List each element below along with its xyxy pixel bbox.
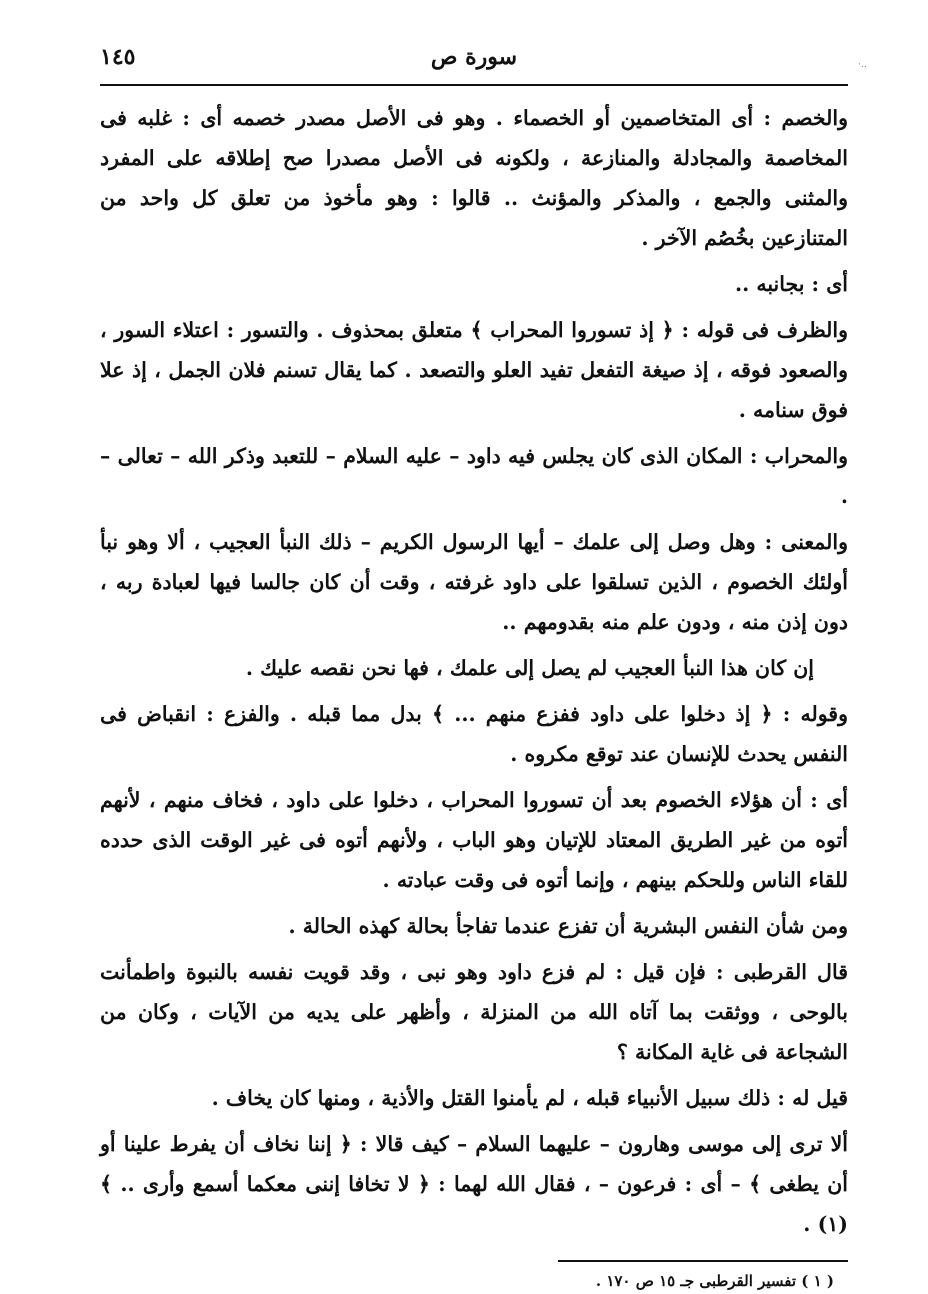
paragraph: والخصم : أى المتخاصمين أو الخصماء . وهو فى الأصل مصدر خصمه أى : غلبه فى المخاصمة والمجادلة والمنازعة ، ولكونه فى الأصل مصدرا صح إطلاقه على المفرد والمثنى والجمع ، والمذكر والمؤنث .. قالوا : وهو مأخوذ من تعلق كل واحد من المتنازعين بخُصُم الآخر . xyxy=(100,106,848,250)
paragraph: والمحراب : المكان الذى كان يجلس فيه داود – عليه السلام – للتعبد وذكر الله – تعالى – . xyxy=(100,444,848,508)
page-body xyxy=(100,96,848,1248)
paragraph: وقوله : ﴿ إذ دخلوا على داود ففزع منهم ... ﴾ بدل مما قبله . والفزع : انقباض فى النفس يحدث للإنسان عند توقع مكروه . xyxy=(100,702,848,766)
paragraph: والظرف فى قوله : ﴿ إذ تسوروا المحراب ﴾ متعلق بمحذوف . والتسور : اعتلاء السور ، والصعود فوقه ، إذ صيغة التفعل تفيد العلو والتصعد . كما يقال تسنم فلان الجمل ، إذ علا فوق سنامه . xyxy=(100,318,848,422)
surah-title: سورة ص xyxy=(430,44,518,70)
paragraph: أى : أن هؤلاء الخصوم بعد أن تسوروا المحراب ، دخلوا على داود ، فخاف منهم ، لأنهم أتوه من غير الطريق المعتاد للإتيان وهو الباب ، ولأنهم أتوه فى غير الوقت الذى حدده للقاء الناس وللحكم بينهم ، وإنما أتوه فى وقت عبادته . xyxy=(100,788,848,892)
footnote: ( ١ ) تفسير القرطبى جـ ١٥ ص ١٧٠ . xyxy=(595,1272,834,1290)
paragraph: قال القرطبى : فإن قيل : لم فزع داود وهو نبى ، وقد قويت نفسه بالنبوة واطمأنت بالوحى ، ووثقت بما آتاه الله من المنزلة ، وأظهر على يديه من الآيات ، وكان من الشجاعة فى غاية المكانة ؟ xyxy=(100,960,848,1064)
paragraph: قيل له : ذلك سبيل الأنبياء قبله ، لم يأمنوا القتل والأذية ، ومنها كان يخاف . xyxy=(211,1086,848,1110)
footnote-divider xyxy=(558,1260,848,1262)
paragraph: إن كان هذا النبأ العجيب لم يصل إلى علمك ، فها نحن نقصه عليك . xyxy=(245,656,814,680)
book-page xyxy=(100,38,848,1294)
page-header xyxy=(100,38,848,86)
paragraph: والمعنى : وهل وصل إلى علمك – أيها الرسول الكريم – ذلك النبأ العجيب ، ألا وهو نبأ أولئك الخصوم ، الذين تسلقوا على داود غرفته ، وقت أن كان جالسا فيها لعبادة ربه ، دون إذن منه ، ودون علم منه بقدومهم .. xyxy=(100,530,848,634)
paragraph: أى : بجانبه .. xyxy=(734,272,848,296)
paragraph: ألا ترى إلى موسى وهارون – عليهما السلام – كيف قالا : ﴿ إننا نخاف أن يفرط علينا أو أن يطغى ﴾ – أى : فرعون – ، فقال الله لهما : ﴿ لا تخافا إننى معكما أسمع وأرى .. ﴾(١) . xyxy=(100,1132,848,1236)
paragraph: ومن شأن النفس البشرية أن تفزع عندما تفاجأ بحالة كهذه الحالة . xyxy=(288,914,848,938)
corner-mark: ·‥ xyxy=(858,60,867,70)
page-number: ١٤٥ xyxy=(100,44,136,70)
